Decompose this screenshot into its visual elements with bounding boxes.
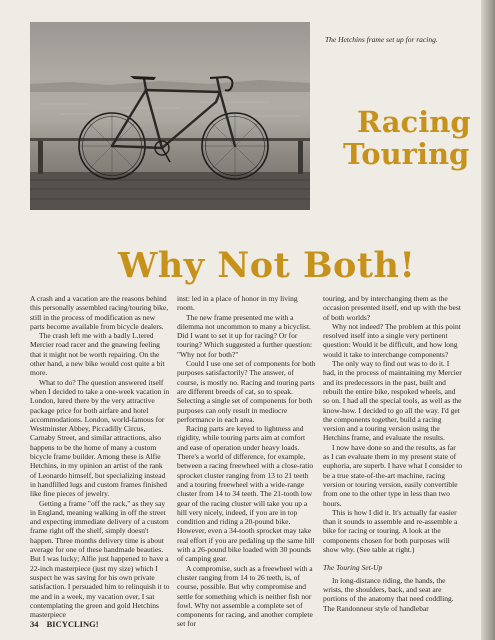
paragraph: The new frame presented me with a dilemma not uncommon to many a bicyclist. Did I want to set it up for racing? Or for touring? Which suggested a further question: "Why not for both?"	[177, 312, 313, 359]
headline-racing: Racing	[357, 105, 471, 139]
paragraph: The crash left me with a badly L.tered Mercier road racer and the gnawing feeling that it might not be worth repairing. On the other hand, a new bike would cost quite a bit more.	[30, 331, 165, 378]
paragraph: A compromise, such as a freewheel with a cluster ranging from 14 to 26 teeth, is, of course, possible. But why compromise and settle for something which is neither fish nor fowl. Why not assemble a complete set of components for racing, and another complete set for	[177, 563, 313, 629]
paragraph: inst: led in a place of honor in my living room.	[177, 294, 298, 313]
paragraph: Racing parts are keyed to lightness and rigidity, while touring parts aim at comfort and ease of operation under heavy loads. There's a world of difference, for example, between a racing freewheel with a close-ratio sprocket cluster ranging from 13 to 21 teeth and a touring freewheel with a wide-range cluster from 14 to 34 teeth. The 21-tooth low gear of the racing cluster will take you up a hill very nicely, indeed, if you are in top condition and riding a 20-pound bike. However, even a 34-tooth sprocket may take real effort if you are pedaling up the same hill with a 26-pound bike loaded with 30 pounds of camping gear.	[177, 424, 315, 564]
headline-touring: Touring	[343, 137, 470, 171]
paragraph: This is how I did it. It's actually far easier than it sounds to assemble and re-assemble a bike for racing or touring. A look at the components chosen for both purposes will show why. (See table at right.)	[323, 507, 458, 555]
page-edge	[481, 0, 495, 640]
section-subhead: The Touring Set-Up	[323, 563, 383, 573]
paragraph: Could I use one set of components for both purposes satisfactorily? The answer, of course, is mostly no. Racing and touring parts are different breeds of cat, so to speak. Selecting a single set of components for both purposes can only result in mediocre performance in each area.	[177, 359, 316, 424]
article-column-3	[323, 294, 463, 616]
paragraph: I now have done so and the results, as far as I can evaluate them in my present state of euphoria, are superb. I have what I consider to be a true state-of-the-art machine, racing version or touring version, easily convertible from one to the other type in less than two hours.	[323, 442, 463, 508]
page-footer	[30, 619, 105, 629]
paragraph: In long-distance riding, the hands, the wrists, the shoulders, back, and seat are portions of the anatomy that need coddling. The Randonneur style of handlebar	[323, 575, 454, 613]
paragraph: The only way to find out was to do it. I had, in the process of maintaining my Mercier and its predecessors in the past, built and rebuilt the entire bike, respoked wheels, and so on. I had all the special tools, as well as the know-how. I decided to go all the way. I'd get the components together, build a racing version and a touring version using the Hetchins frame, and evaluate the results.	[323, 359, 462, 443]
article-column-1	[30, 294, 170, 620]
magazine-name: BICYCLING!	[46, 619, 99, 629]
paragraph: Getting a frame "off the rack," as they say in England, meaning walking in off the street and expecting immediate delivery of a custom frame right off the shelf, simply doesn't happen. Three months delivery time is about average for one of these handmade beauties. But I was lucky; Alfie just happened to have a 22-inch masterpiece (just my size) which I suspect he was saving for his own private satisfaction. I persuaded him to relinquish it to me and in a week, my vacation over, I sat contemplating the green and gold Hetchins masterpiece	[30, 498, 170, 620]
main-headline: Why Not Both!	[118, 245, 416, 286]
paragraph: Why not indeed? The problem at this point resolved itself into a single very pertinent question: Would it be difficult, and how long would it take to interchange components?	[323, 321, 461, 359]
paragraph: touring, and by interchanging them as the occasion presented itself, end up with the best of both worlds?	[323, 294, 461, 322]
page-number: 34	[30, 619, 39, 629]
paragraph: A crash and a vacation are the reasons behind this personally assembled racing/touring bike, still in the process of modification as new parts become available from bicycle dealers.	[30, 294, 169, 331]
bicycle-photo	[30, 22, 310, 210]
article-column-2	[177, 294, 317, 629]
photo-caption: The Hetchins frame set up for racing.	[325, 35, 438, 44]
paragraph: What to do? The question answered itself when I decided to take a one-week vacation in London, lured there by the very attractive package price for both airfare and hotel accommodations. London, world-famous for Westminster Abbey, Piccadilly Circus, Carnaby Street, and similar attractions, also happens to be the home of many a custom bicycle frame builder. Among these is Alfie Hetchins, in my opinion an artist of the rank of Leonardo himself, but specializing instead in handfilled lugs and custom frames finished like fine pieces of jewelry.	[30, 377, 170, 499]
